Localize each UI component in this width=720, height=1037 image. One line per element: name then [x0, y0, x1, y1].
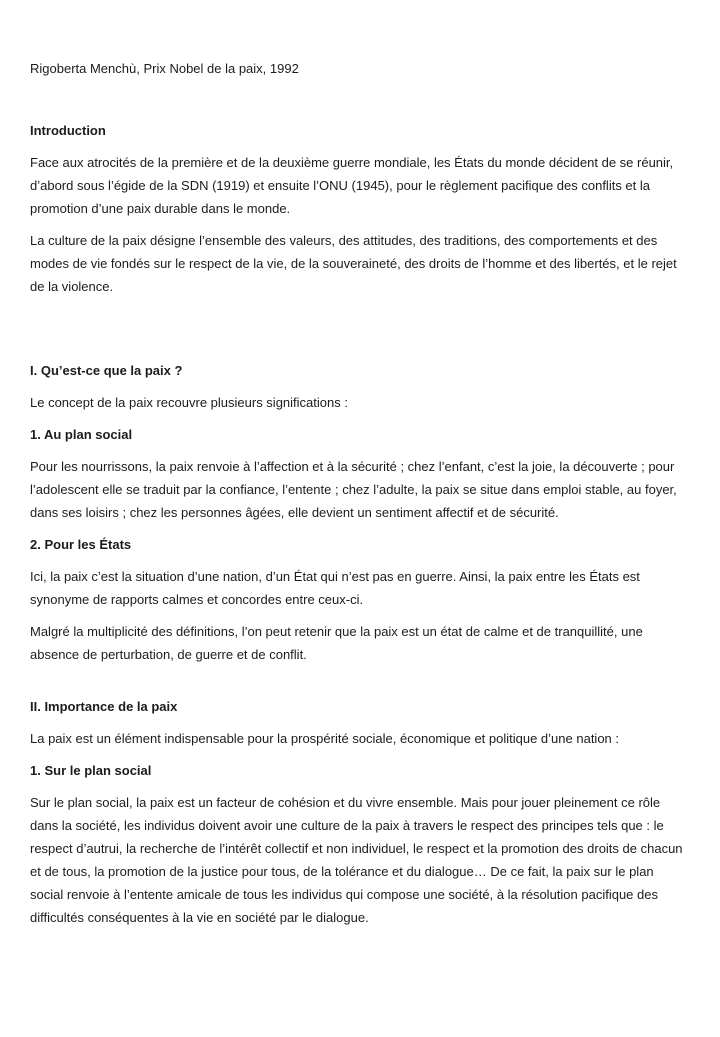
part-1-heading: I. Qu’est-ce que la paix ?	[30, 363, 183, 378]
part-1-sub-2-paragraph-2: Malgré la multiplicité des définitions, l’on peut retenir que la paix est un état de calme et de tranquillité, une absence de perturbation, de guerre et de conflit.	[30, 624, 643, 662]
part-2-sub-1-paragraph: Sur le plan social, la paix est un facteur de cohésion et du vivre ensemble. Mais pour jouer pleinement ce rôle dans la société, les individus doivent avoir une culture de la paix à travers le respect des principes tels que : le respect d’autrui, la recherche de l’intérêt collectif et non individuel, le respect et la promotion des droits de chacun et de tous, la promotion de la justice pour tous, de la tolérance et du dialogue… De ce fait, la paix sur le plan social renvoie à l’entente amicale de tous les individus qui compose une société, à la résolution pacifique des difficultés conséquentes à la vie en société par le dialogue.	[30, 795, 683, 925]
part-2-heading: II. Importance de la paix	[30, 699, 178, 714]
introduction-paragraph-1: Face aux atrocités de la première et de la deuxième guerre mondiale, les États du monde décident de se réunir, d’abord sous l’égide de la SDN (1919) et ensuite l’ONU (1945), pour le règlement pacifique des conflits et la promotion d’une paix durable dans le monde.	[30, 155, 674, 216]
introduction-heading: Introduction	[30, 123, 106, 138]
part-2-sub-1-heading: 1. Sur le plan social	[30, 763, 152, 778]
blank-space	[30, 307, 690, 359]
part-1-sub-1-paragraph: Pour les nourrissons, la paix renvoie à l’affection et à la sécurité ; chez l’enfant, c’est la joie, la découverte ; pour l’adolescent elle se traduit par la confiance, l’entente ; chez l’adulte, la paix se situe dans emploi stable, au foyer, dans ses loisirs ; chez les personnes âgées, elle devient un sentiment affectif et de sécurité.	[30, 459, 677, 520]
blank-space	[30, 675, 690, 695]
part-2-intro-paragraph: La paix est un élément indispensable pour la prospérité sociale, économique et politique d’une nation :	[30, 731, 619, 746]
document-title-line: Rigoberta Menchù, Prix Nobel de la paix, 1992	[30, 61, 299, 76]
introduction-paragraph-2: La culture de la paix désigne l’ensemble des valeurs, des attitudes, des traditions, des comportements et des modes de vie fondés sur le respect de la vie, de la souveraineté, des droits de l’homme et des libertés, et le rejet de la violence.	[30, 233, 677, 294]
part-1-sub-2-heading: 2. Pour les États	[30, 537, 132, 552]
blank-space	[30, 89, 690, 119]
part-1-sub-1-heading: 1. Au plan social	[30, 427, 133, 442]
part-1-sub-2-paragraph-1: Ici, la paix c’est la situation d’une nation, d’un État qui n’est pas en guerre. Ainsi, la paix entre les États est synonyme de rapports calmes et concordes entre ceux-ci.	[30, 569, 640, 607]
part-1-intro-paragraph: Le concept de la paix recouvre plusieurs significations :	[30, 395, 348, 410]
